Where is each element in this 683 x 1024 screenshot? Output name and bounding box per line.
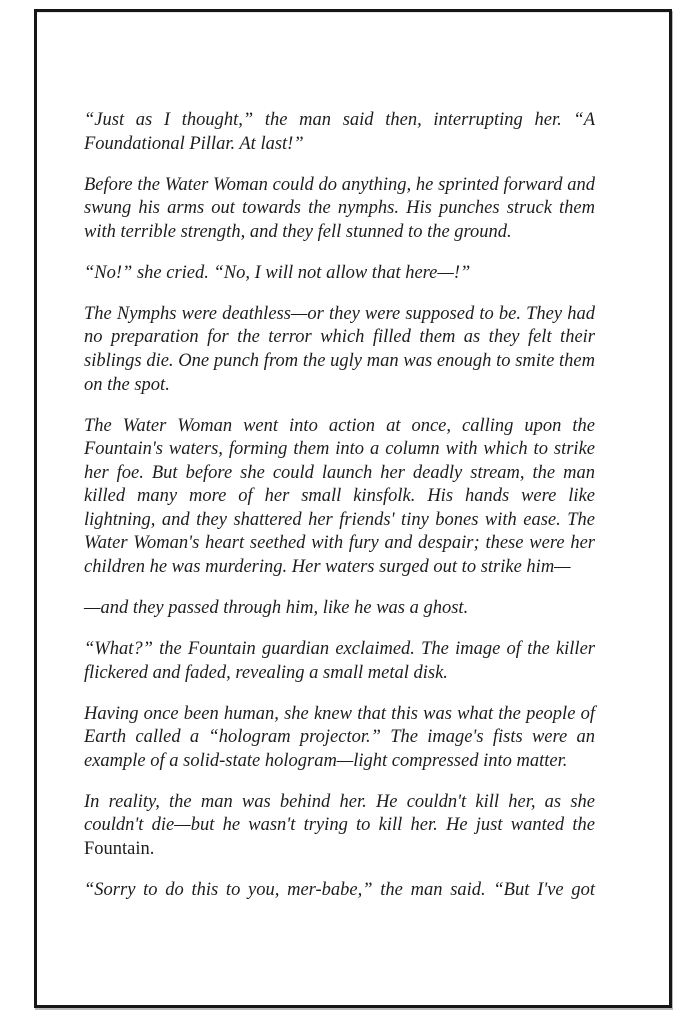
- paragraph-text: In reality, the man was behind her. He couldn't kill her, as she couldn't die—but he wasn't trying to kill her. He just wanted the: [84, 791, 595, 836]
- paragraph-text: “What?” the Fountain guardian exclaimed. The image of the killer flickered and faded, revealing a small metal disk.: [84, 639, 595, 683]
- text-block: [84, 109, 595, 903]
- paragraph-text: “No!” she cried. “No, I will not allow that here—!”: [84, 262, 471, 283]
- paragraph: [84, 262, 595, 286]
- paragraph-text: The Nymphs were deathless—or they were supposed to be. They had no preparation for the terror which filled them as they felt their siblings die. One punch from the ugly man was enough to smite them on the spot.: [84, 303, 595, 395]
- paragraph: [84, 703, 595, 774]
- upright-word: Fountain.: [84, 838, 155, 859]
- paragraph: [84, 109, 595, 156]
- paragraph: [84, 597, 595, 621]
- paragraph-text: “Sorry to do this to you, mer-babe,” the man said. “But I've got: [84, 879, 595, 900]
- paragraph: [84, 415, 595, 580]
- paragraph: [84, 879, 595, 903]
- paragraph-text: —and they passed through him, like he was a ghost.: [84, 598, 469, 619]
- paragraph: [84, 174, 595, 245]
- paragraph-text: The Water Woman went into action at once, calling upon the Fountain's waters, forming them into a column with which to strike her foe. But before she could launch her deadly stream, the man killed many more of her small kinsfolk. His hands were like lightning, and they shattered her friends' tiny bones with ease. The Water Woman's heart seethed with fury and despair; these were her children he was murdering. Her waters surged out to strike him—: [84, 415, 595, 578]
- paragraph: [84, 303, 595, 397]
- paragraph-text: Before the Water Woman could do anything, he sprinted forward and swung his arms out towards the nymphs. His punches struck them with terrible strength, and they fell stunned to the ground.: [84, 174, 595, 242]
- paragraph-text: Having once been human, she knew that this was what the people of Earth called a “hologram projector.” The image's fists were an example of a solid-state hologram—light compressed into matter.: [84, 703, 595, 771]
- paragraph-text: “Just as I thought,” the man said then, interrupting her. “A Foundational Pillar. At last!”: [84, 110, 595, 154]
- paragraph: [84, 791, 595, 862]
- page-frame: [34, 9, 672, 1008]
- paragraph: [84, 638, 595, 685]
